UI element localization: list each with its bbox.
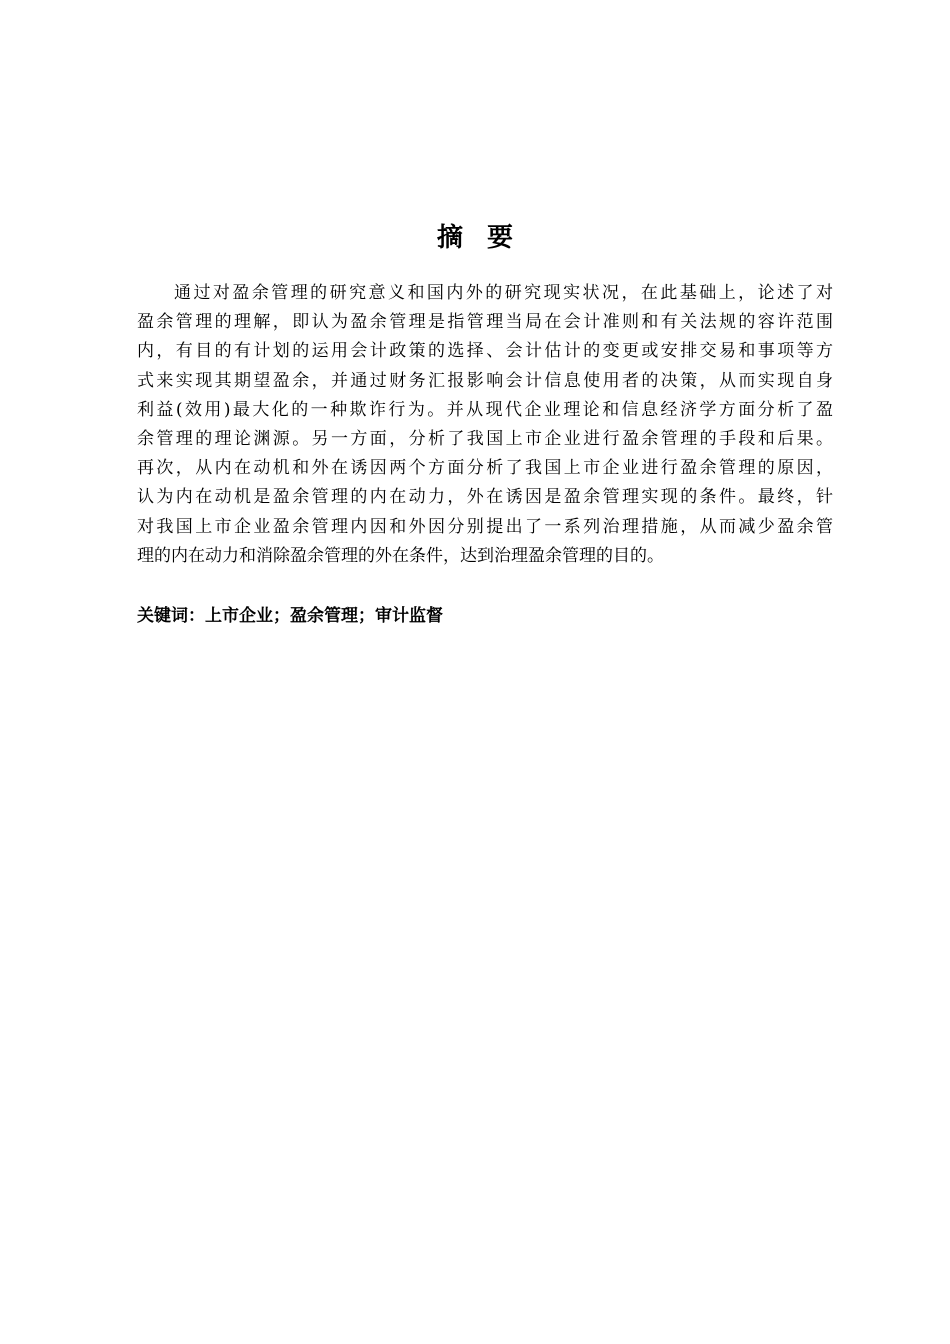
abstract-body xyxy=(137,279,833,571)
abstract-line: 盈余管理的理解，即认为盈余管理是指管理当局在会计准则和有关法规的容许范围 xyxy=(137,312,833,333)
keywords-line: 关键词：上市企业；盈余管理；审计监督 xyxy=(137,606,443,626)
abstract-line: 式来实现其期望盈余，并通过财务汇报影响会计信息使用者的决策，从而实现自身 xyxy=(137,370,833,391)
abstract-line: 内，有目的有计划的运用会计政策的选择、会计估计的变更或安排交易和事项等方 xyxy=(137,341,833,362)
abstract-line: 利益(效用)最大化的一种欺诈行为。并从现代企业理论和信息经济学方面分析了盈 xyxy=(137,399,833,420)
abstract-line: 余管理的理论渊源。另一方面，分析了我国上市企业进行盈余管理的手段和后果。 xyxy=(137,428,833,449)
abstract-title: 摘要 xyxy=(436,223,537,253)
abstract-line: 通过对盈余管理的研究意义和国内外的研究现实状况，在此基础上，论述了对 xyxy=(174,283,833,303)
abstract-line: 认为内在动机是盈余管理的内在动力，外在诱因是盈余管理实现的条件。最终，针 xyxy=(137,487,833,508)
abstract-line: 理的内在动力和消除盈余管理的外在条件，达到治理盈余管理的目的。 xyxy=(137,545,664,566)
abstract-line: 再次，从内在动机和外在诱因两个方面分析了我国上市企业进行盈余管理的原因， xyxy=(137,458,833,479)
abstract-line: 对我国上市企业盈余管理内因和外因分别提出了一系列治理措施，从而减少盈余管 xyxy=(137,516,833,537)
